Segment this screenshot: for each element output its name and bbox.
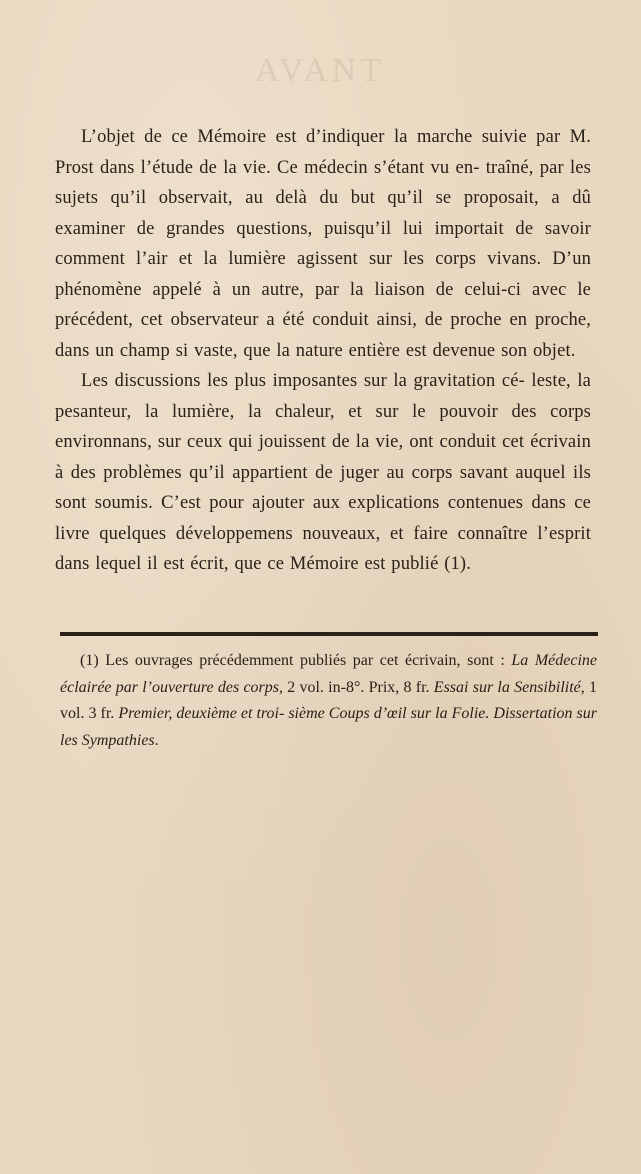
footnote-work-title-3: Premier, deuxième et troi- sième Coups d’œil sur la Folie. Dissertation sur les Sympathies [60, 705, 598, 749]
footnote-intro: (1) Les ouvrages précédemment publiés par cet écrivain, sont : [80, 652, 512, 669]
show-through-text: AVANT [254, 52, 386, 89]
footnote-text-1: , 2 vol. in-8°. Prix, 8 fr. [279, 678, 434, 696]
footnote-work-title-1: La Médecine éclairée par l’ouverture des corps [60, 652, 598, 696]
footnote-work-title-2: Essai sur la Sensibilité [433, 678, 581, 696]
paragraph-2: Les discussions les plus imposantes sur la gravitation cé- leste, la pesanteur, la lumière, la chaleur, et sur le pouvoir des corps environnans, sur ceux qui jouissent de la vie, ont conduit cet écrivain à des problèmes qu’il appartient de juger au corps savant auquel ils sont soumis. C’est pour ajouter aux explications contenues dans ce livre quelques développemens nouveaux, et faire connaître l’esprit dans lequel il est écrit, que ce Mémoire est publié (1). [55, 371, 591, 574]
main-text [55, 122, 591, 580]
footnote-text-2: , 1 vol. 3 fr. [60, 678, 598, 722]
footnote-paragraph [60, 648, 597, 754]
footnote [60, 648, 597, 754]
paragraph-1: L’objet de ce Mémoire est d’indiquer la marche suivie par M. Prost dans l’étude de la vie. Ce médecin s’étant vu en- traîné, par les sujets qu’il observait, au delà du but qu’il se proposait, a dû examiner de grandes questions, puisqu’il lui importait de savoir comment l’air et la lumière agissent sur les corps vivans. D’un phénomène appelé à un autre, par la liaison de celui-ci avec le précédent, cet observateur a été conduit ainsi, de proche en proche, dans un champ si vaste, que la nature entière est devenue son objet. [55, 127, 591, 361]
footnote-separator-rule [60, 632, 598, 636]
footnote-text-3: . [154, 731, 159, 749]
